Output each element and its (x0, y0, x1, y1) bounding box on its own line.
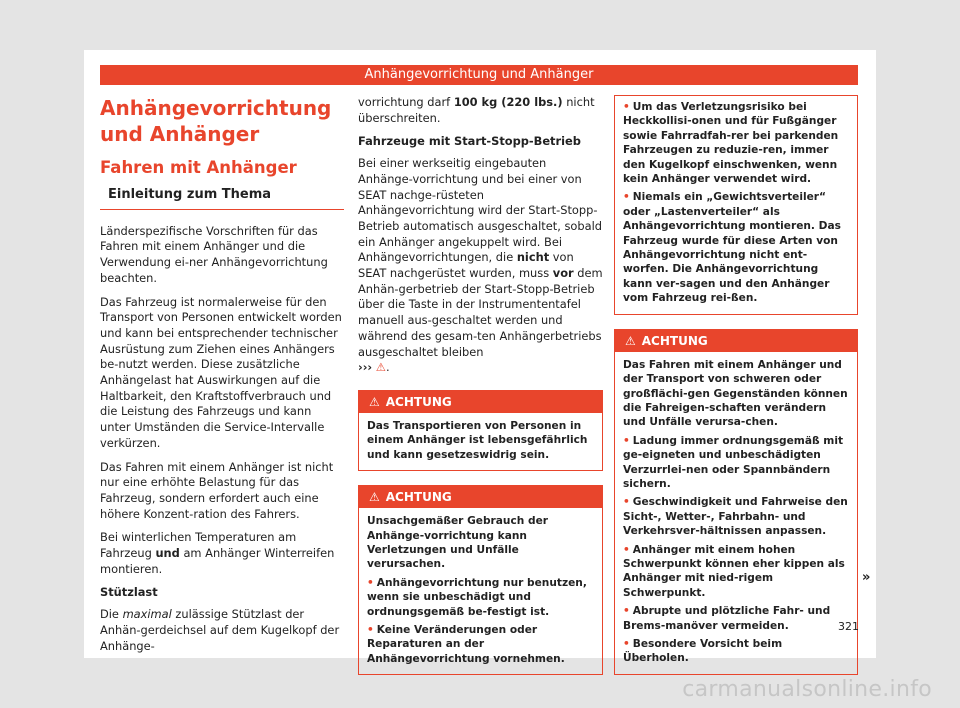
warning-item: • Ladung immer ordnungsgemäß mit ge-eigneten und unbeschädigten Verzurrlei-nen oder Spannbändern sichern. (623, 434, 844, 490)
bullet-icon: • (623, 543, 630, 556)
bullet-icon: • (367, 624, 374, 637)
intro-heading: Einleitung zum Thema (100, 187, 344, 210)
continued-marker: » (862, 570, 871, 585)
column-middle (358, 95, 603, 689)
warning-triangle-icon: ⚠ (369, 394, 380, 409)
paragraph-start-stopp: Bei einer werkseitig eingebauten Anhänge-vorrichtung und bei einer von SEAT nachge-rüsteten Anhängevorrichtung wird der Start-Stopp-Betrieb automatisch ausgeschaltet, sobald ein Anhänger angekuppelt wird. Bei Anhängevorrichtungen, die nicht von SEAT nachgerüstet wurden, muss vor dem Anhän-gerbetrieb der Start-Stopp-Betrieb über die Taste in der Instrumententafel manuell aus-geschaltet werden und während des gesam-ten Anhängerbetriebs ausgeschaltet bleiben ››› ⚠. (358, 156, 603, 375)
warning-item: • Niemals ein „Gewichtsverteiler“ oder „Lastenverteiler“ als Anhängevorrichtung montieren. Das Fahrzeug wurde für diese Arten von Anhängevorrichtung nicht ent-worfen. Die Anhängevorrichtung kann ver-sagen und den Anhänger vom Fahrzeug rei-ßen. (623, 191, 841, 305)
warning-box-improper-use: ⚠ ACHTUNG Unsachgemäßer Gebrauch der Anhänge-vorrichtung kann Verletzungen und Unfälle verursachen. • Anhängevorrichtung nur benutzen, wenn sie unbeschädigt und ordnungsgemäß be-festigt ist. • Keine Veränderungen oder Reparaturen an der Anhängevorrichtung vornehmen. (358, 485, 603, 675)
page-title: Anhängevorrichtung und Anhänger (100, 96, 332, 146)
bullet-icon: • (367, 576, 374, 589)
warning-text: Das Transportieren von Personen in einem Anhänger ist lebensgefährlich und kann gesetzeswidrig sein. (367, 419, 588, 461)
warning-item: • Um das Verletzungsrisiko bei Heckkollisi-onen und für Fußgänger sowie Fahrradfah-rer bei parkenden Fahrzeugen zu reduzie-ren, immer den Kugelkopf einschwenken, wenn kein Anhänger verwendet wird. (623, 101, 839, 186)
paragraph-driver-concentration: Das Fahren mit einem Anhänger ist nicht nur eine erhöhte Belastung für das Fahrzeug, sondern erfordert auch eine höhere Konzent-ration des Fahrers. (100, 459, 334, 521)
paragraph-regulations: Länderspezifische Vorschriften für das Fahren mit einem Anhänger und die Verwendung ei-ner Anhängevorrichtung beachten. (100, 223, 328, 285)
warning-triangle-icon: ⚠ (625, 333, 636, 348)
warning-item: • Besondere Vorsicht beim Überholen. (623, 638, 783, 665)
warning-triangle-icon: ⚠ (369, 490, 380, 505)
page-number: 321 (838, 620, 859, 633)
bullet-icon: • (623, 638, 630, 650)
warning-intro: Unsachgemäßer Gebrauch der Anhänge-vorrichtung kann Verletzungen und Unfälle verursachen. (367, 515, 548, 571)
paragraph-vehicle-design: Das Fahrzeug ist normalerweise für den Transport von Personen entwickelt worden und kann bei entsprechender technischer Ausrüstung zum Ziehen eines Anhängers be-nutzt werden. Diese zusätzliche Anhängelast hat Auswirkungen auf die Haltbarkeit, den Kraftstoffverbrauch und die Leistung des Fahrzeugs und kann unter Umständen die Service-Intervalle verkürzen. (100, 294, 342, 450)
watermark: carmanualsonline.info (682, 677, 932, 702)
chapter-header: Anhängevorrichtung und Anhänger (100, 65, 858, 85)
warning-triangle-icon: ⚠ (375, 360, 386, 375)
bullet-icon: • (623, 191, 630, 204)
stuetzlast-heading: Stützlast (100, 585, 158, 600)
paragraph-winter-tyres: Bei winterlichen Temperaturen am Fahrzeug und am Anhänger Winterreifen montieren. (100, 530, 335, 576)
warning-box-transport: ⚠ ACHTUNG Das Transportieren von Personen in einem Anhänger ist lebensgefährlich und kann gesetzeswidrig sein. (358, 390, 603, 471)
column-right (614, 95, 858, 689)
bullet-icon: • (623, 434, 630, 447)
warning-intro: Das Fahren mit einem Anhänger und der Transport von schweren oder großflächi-gen Gegenständen können die Fahreigen-schaften verändern und Unfälle verursa-chen. (623, 358, 848, 429)
paragraph-max-load: vorrichtung darf 100 kg (220 lbs.) nicht überschreiten. (358, 95, 595, 125)
bullet-icon: • (623, 496, 630, 509)
warning-item: • Geschwindigkeit und Fahrweise den Sicht-, Wetter-, Fahrbahn- und Verkehrsver-hältnissen anpassen. (623, 496, 848, 538)
column-left (100, 95, 344, 662)
bullet-icon: • (623, 605, 630, 618)
manual-page (84, 50, 876, 665)
warning-box-continued (614, 95, 858, 315)
section-title: Fahren mit Anhänger (100, 158, 297, 177)
paragraph-stuetzlast: Die maximal zulässige Stützlast der Anhän-gerdeichsel auf dem Kugelkopf der Anhänge- (100, 607, 340, 653)
warning-item: • Anhängevorrichtung nur benutzen, wenn sie unbeschädigt und ordnungsgemäß be-festigt ist. (367, 576, 587, 618)
reference-arrows: ››› (358, 360, 373, 375)
warning-item: • Keine Veränderungen oder Reparaturen an der Anhängevorrichtung vornehmen. (367, 624, 565, 665)
warning-item: • Abrupte und plötzliche Fahr- und Brems-manöver vermeiden. (623, 605, 831, 632)
warning-box-driving: ⚠ ACHTUNG Das Fahren mit einem Anhänger und der Transport von schweren oder großflächi-gen Gegenständen können die Fahreigen-schaften verändern und Unfälle verursa-chen. • Ladung immer ordnungsgemäß mit ge-eigneten und unbeschädigten Verzurrlei-nen oder Spannbändern sichern. • Geschwindigkeit und Fahrweise den Sicht-, Wetter-, Fahrbahn- und Verkehrsver-hältnissen anpassen. • Anhänger mit einem hohen Schwerpunkt können eher kippen als Anhänger mit nied-rigem Schwerpunkt. • Abrupte und plötzliche Fahr- und Brems-manöver vermeiden. • Besondere Vorsicht beim Überholen. (614, 329, 858, 675)
warning-item: • Anhänger mit einem hohen Schwerpunkt können eher kippen als Anhänger mit nied-rigem Schwerpunkt. (623, 543, 845, 599)
bullet-icon: • (623, 101, 630, 113)
start-stopp-heading: Fahrzeuge mit Start-Stopp-Betrieb (358, 134, 581, 149)
